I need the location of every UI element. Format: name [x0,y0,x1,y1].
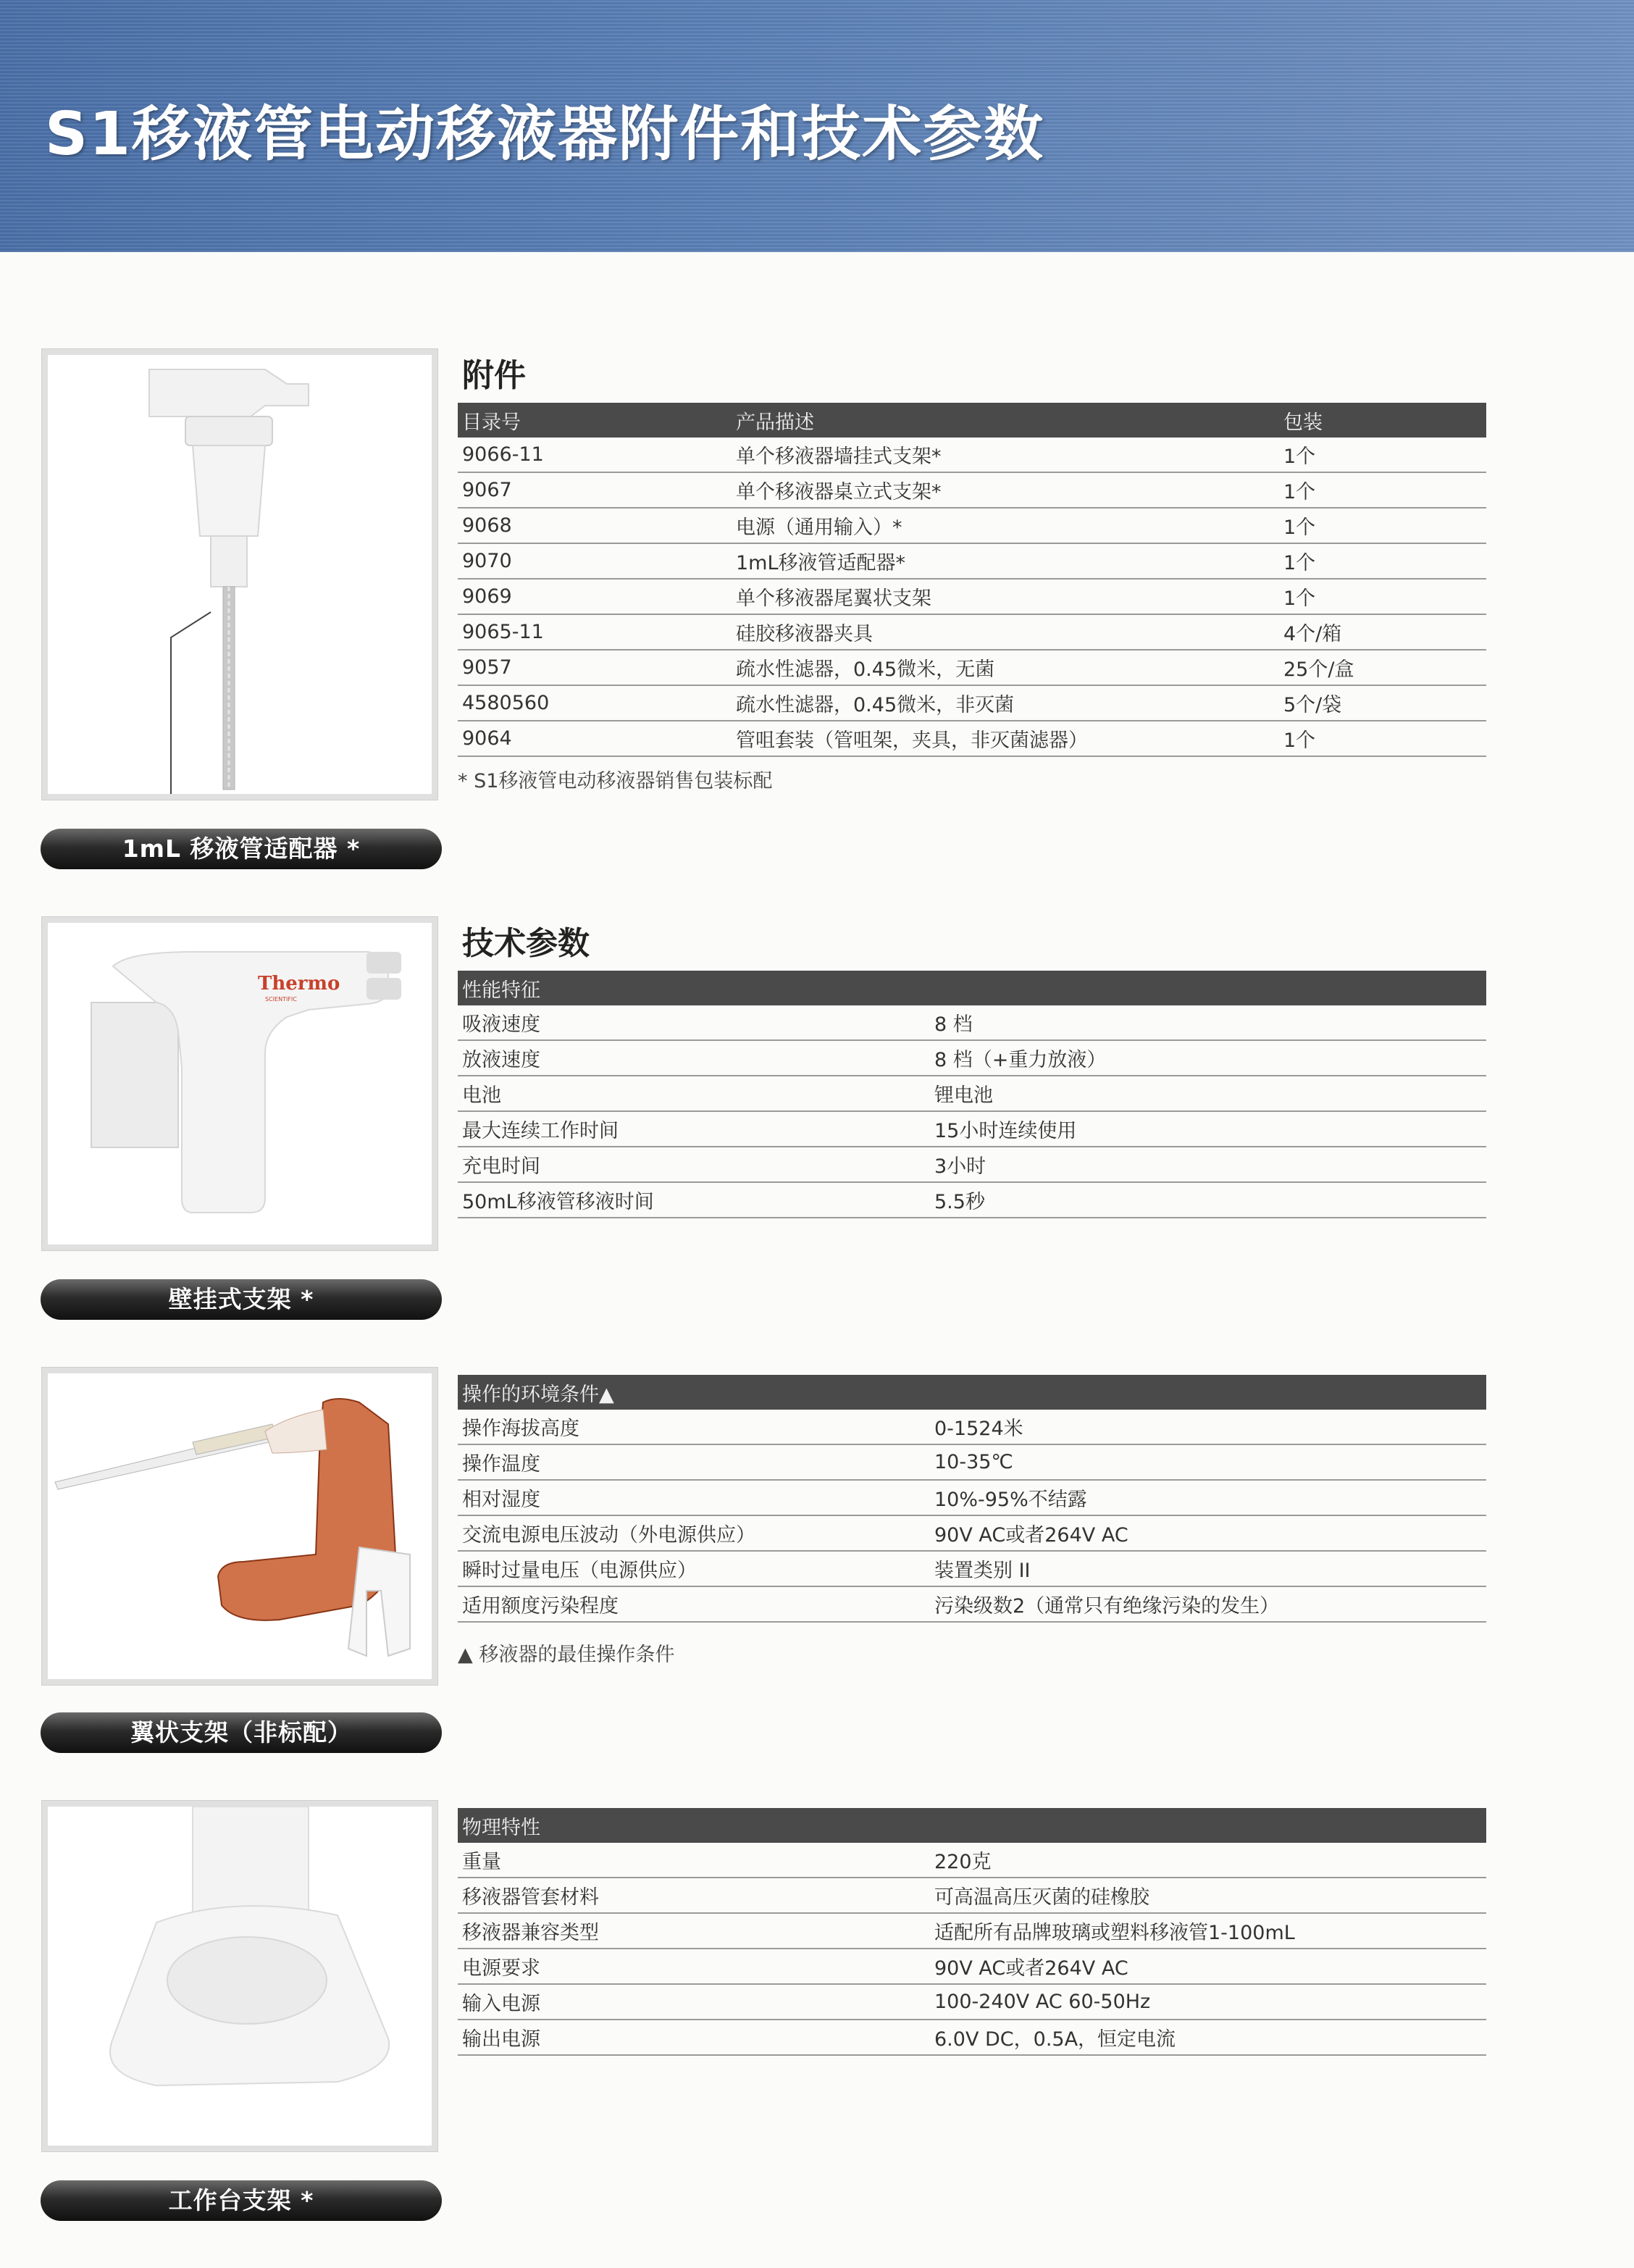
thermo-logo-text: Thermo [258,973,340,995]
spec-label: 输入电源 [458,1984,930,2020]
spec-value: 污染级数2（通常只有绝缘污染的发生） [930,1586,1486,1622]
table-row [458,1949,1486,1984]
table-row [458,1515,1486,1551]
spec-value: 6.0V DC，0.5A，恒定电流 [930,2020,1486,2055]
spec-label: 瞬时过量电压（电源供应） [458,1551,930,1586]
table-row [458,2020,1486,2055]
accessories-title: 附件 [462,357,526,394]
spec-label: 吸液速度 [458,1005,930,1040]
spec-label: 重量 [458,1843,930,1878]
pipette-adapter-illustration [48,355,432,794]
environment-header-row [458,1375,1486,1410]
spec-label: 操作温度 [458,1444,930,1480]
table-row [458,1076,1486,1111]
table-row [458,579,1486,614]
page-title: S1移液管电动移液器附件和技术参数 [45,100,1045,169]
package-cell: 1个 [1279,472,1486,508]
catalog-cell: 9070 [458,543,732,579]
adapter-photo [42,349,437,800]
wing-stand-photo [42,1368,437,1685]
table-row [458,685,1486,721]
spec-label: 相对湿度 [458,1480,930,1515]
bench-stand-illustration [48,1807,432,2146]
spec-value: 适配所有品牌玻璃或塑料移液管1-100mL [930,1913,1486,1949]
package-cell: 1个 [1279,543,1486,579]
catalog-cell: 9065-11 [458,614,732,650]
spec-value: 15小时连续使用 [930,1111,1486,1147]
table-row [458,650,1486,685]
scientific-logo-text: SCIENTIFIC [265,996,297,1003]
header-description: 产品描述 [732,403,1279,438]
spec-label: 50mL移液管移液时间 [458,1182,930,1218]
spec-value: 90V AC或者264V AC [930,1515,1486,1551]
description-cell: 疏水性滤器，0.45微米，非灭菌 [732,685,1279,721]
spec-value: 装置类别 II [930,1551,1486,1586]
wing-stand-illustration [48,1373,432,1679]
table-row [458,1586,1486,1622]
environment-header: 操作的环境条件▲ [458,1375,1486,1410]
physical-header-row [458,1808,1486,1843]
caption-wing-stand: 翼状支架（非标配） [41,1712,442,1753]
spec-value: 100-240V AC 60-50Hz [930,1984,1486,2020]
package-cell: 25个/盒 [1279,650,1486,685]
accessories-header-row [458,403,1486,438]
spec-label: 输出电源 [458,2020,930,2055]
spec-label: 电池 [458,1076,930,1111]
spec-label: 操作海拔高度 [458,1410,930,1444]
table-row [458,1444,1486,1480]
table-row [458,1913,1486,1949]
table-row [458,721,1486,756]
spec-value: 10%-95%不结露 [930,1480,1486,1515]
table-row [458,1984,1486,2020]
spec-value: 0-1524米 [930,1410,1486,1444]
table-row [458,1182,1486,1218]
catalog-cell: 4580560 [458,685,732,721]
package-cell: 1个 [1279,438,1486,472]
performance-header: 性能特征 [458,971,1486,1005]
spec-value: 3小时 [930,1147,1486,1182]
table-row [458,472,1486,508]
wall-mount-photo [42,917,437,1250]
catalog-cell: 9067 [458,472,732,508]
spec-label: 交流电源电压波动（外电源供应） [458,1515,930,1551]
spec-value: 8 档 [930,1005,1486,1040]
package-cell: 1个 [1279,508,1486,543]
package-cell: 4个/箱 [1279,614,1486,650]
table-row [458,543,1486,579]
package-cell: 1个 [1279,579,1486,614]
spec-label: 电源要求 [458,1949,930,1984]
physical-table [458,1808,1486,2056]
bench-stand-photo [42,1801,437,2151]
table-row [458,1551,1486,1586]
accessories-table [458,403,1486,757]
catalog-cell: 9057 [458,650,732,685]
table-row [458,1878,1486,1913]
description-cell: 单个移液器墙挂式支架* [732,438,1279,472]
header-package: 包装 [1279,403,1486,438]
caption-wall-mount: 壁挂式支架 * [41,1279,442,1320]
table-row [458,1111,1486,1147]
spec-value: 90V AC或者264V AC [930,1949,1486,1984]
wall-mount-illustration [48,923,432,1244]
description-cell: 单个移液器尾翼状支架 [732,579,1279,614]
spec-label: 放液速度 [458,1040,930,1076]
description-cell: 硅胶移液器夹具 [732,614,1279,650]
environment-footnote: ▲ 移液器的最佳操作条件 [458,1644,675,1666]
table-row [458,1005,1486,1040]
spec-value: 220克 [930,1843,1486,1878]
description-cell: 管咀套装（管咀架，夹具，非灭菌滤器） [732,721,1279,756]
table-row [458,438,1486,472]
catalog-cell: 9064 [458,721,732,756]
description-cell: 单个移液器桌立式支架* [732,472,1279,508]
caption-adapter: 1mL 移液管适配器 * [41,829,442,869]
catalog-cell: 9069 [458,579,732,614]
catalog-cell: 9068 [458,508,732,543]
table-row [458,1843,1486,1878]
header-banner [0,0,1634,252]
caption-bench-stand: 工作台支架 * [41,2180,442,2221]
spec-label: 充电时间 [458,1147,930,1182]
tech-title: 技术参数 [462,925,590,962]
physical-header: 物理特性 [458,1808,1486,1843]
spec-label: 最大连续工作时间 [458,1111,930,1147]
spec-value: 8 档（+重力放液） [930,1040,1486,1076]
description-cell: 电源（通用输入）* [732,508,1279,543]
table-row [458,1480,1486,1515]
spec-value: 锂电池 [930,1076,1486,1111]
accessories-footnote: * S1移液管电动移液器销售包装标配 [458,770,773,792]
header-catalog: 目录号 [458,403,732,438]
package-cell: 1个 [1279,721,1486,756]
description-cell: 1mL移液管适配器* [732,543,1279,579]
table-row [458,1147,1486,1182]
spec-label: 移液器管套材料 [458,1878,930,1913]
table-row [458,614,1486,650]
table-row [458,1040,1486,1076]
table-row [458,508,1486,543]
package-cell: 5个/袋 [1279,685,1486,721]
spec-label: 适用额度污染程度 [458,1586,930,1622]
table-row [458,1410,1486,1444]
spec-label: 移液器兼容类型 [458,1913,930,1949]
spec-value: 5.5秒 [930,1182,1486,1218]
performance-table [458,971,1486,1218]
description-cell: 疏水性滤器，0.45微米，无菌 [732,650,1279,685]
environment-table [458,1375,1486,1623]
spec-value: 可高温高压灭菌的硅橡胶 [930,1878,1486,1913]
catalog-cell: 9066-11 [458,438,732,472]
performance-header-row [458,971,1486,1005]
spec-value: 10-35℃ [930,1444,1486,1480]
